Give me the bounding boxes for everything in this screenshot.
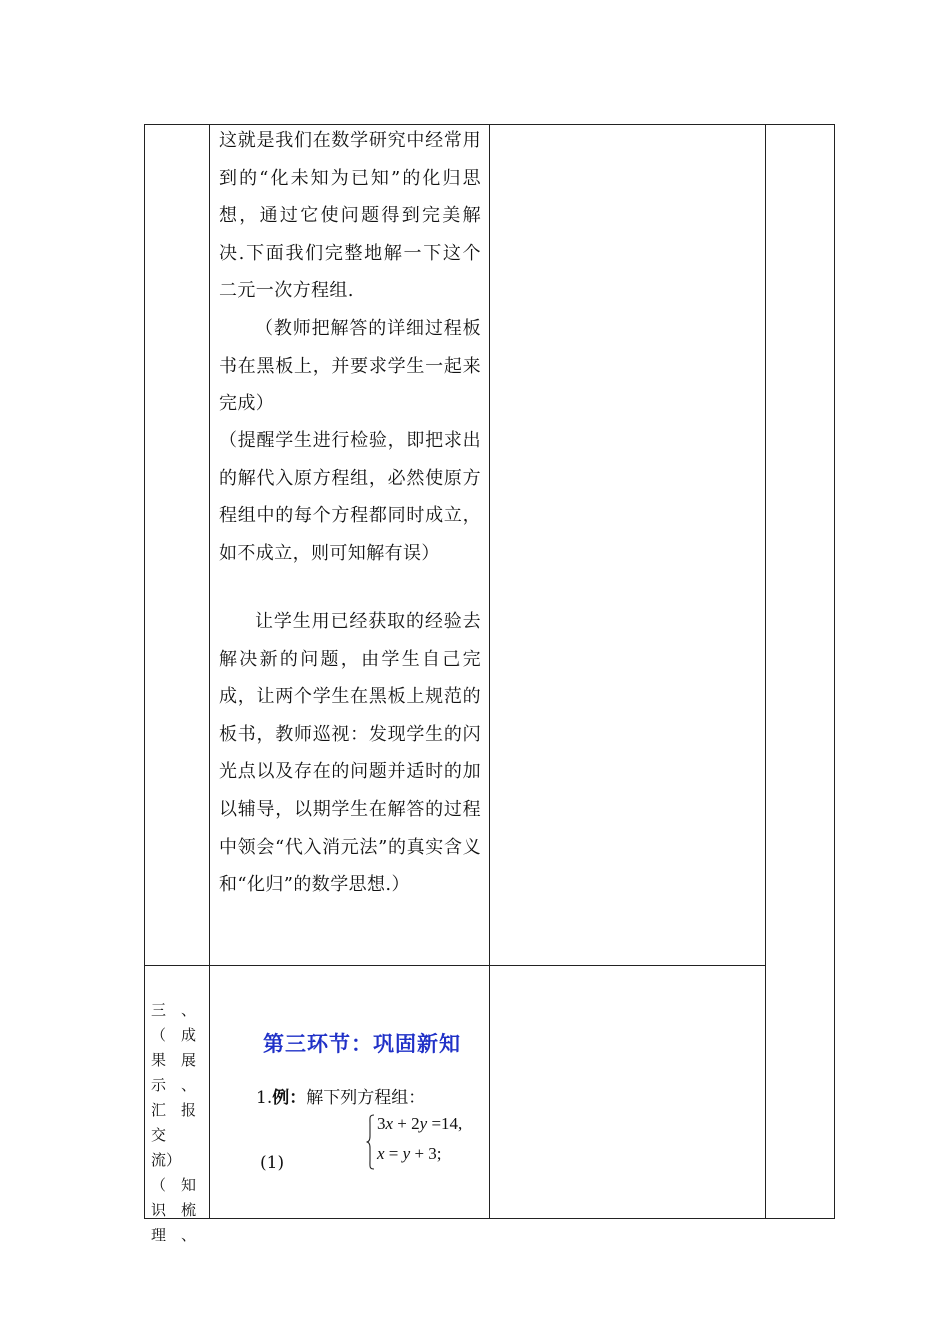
equation-1: 3x + 2y =14, [377, 1114, 463, 1133]
equation-2: x = y + 3; [377, 1144, 442, 1163]
stage-label [151, 998, 203, 1248]
example-line [256, 1083, 425, 1108]
col-border-2 [209, 124, 210, 1219]
stage-label-line: 流） [151, 1151, 182, 1169]
paragraph-check-solution: （提醒学生进行检验，即把求出的解代入原方程组，必然使原方程组中的每个方程都同时成立，如不成立，则可知解有误） [219, 430, 481, 564]
col-border-3 [489, 124, 490, 1219]
col-border-4 [765, 124, 766, 1219]
left-brace-icon [366, 1114, 375, 1170]
stage-label-line: 识 梳 [151, 1201, 197, 1219]
example-instruction: 解下列方程组： [306, 1088, 426, 1108]
stage-label-line: 交 [151, 1126, 167, 1144]
stage-label-line: （ 知 [151, 1176, 197, 1194]
stage-label-line: 果 展 [151, 1051, 197, 1069]
paragraph-transform-thinking: 这就是我们在数学研究中经常用到的“化未知为已知”的化归思想，通过它使问题得到完美解决.下面我们完整地解一下这个二元一次方程组. [219, 130, 481, 302]
problem-label: (1) [260, 1153, 285, 1173]
stage-label-line: 汇 报 [151, 1101, 197, 1119]
paragraph-teacher-board: （教师把解答的详细过程板书在黑板上，并要求学生一起来完成） [219, 318, 481, 415]
stage-label-line: 示 、 [151, 1076, 197, 1094]
stage-label-line: 理 、 [151, 1226, 197, 1244]
col-border-1 [144, 124, 145, 1219]
col-border-5 [834, 124, 835, 1219]
example-bold-label: 例： [272, 1088, 307, 1108]
paragraph-student-practice: 让学生用已经获取的经验去解决新的问题，由学生自己完成，让两个学生在黑板上规范的板书，教师巡视：发现学生的闪光点以及存在的问题并适时的加以辅导，以期学生在解答的过程中领会“代入消元法”的真实含义和“化归”的数学思想.） [219, 611, 481, 896]
stage-label-line: （ 成 [151, 1026, 197, 1044]
stage-label-line: 三 、 [151, 1001, 197, 1019]
example-number: 1. [256, 1088, 273, 1108]
section-heading: 第三环节：巩固新知 [263, 1032, 461, 1056]
row-divider [144, 965, 766, 966]
